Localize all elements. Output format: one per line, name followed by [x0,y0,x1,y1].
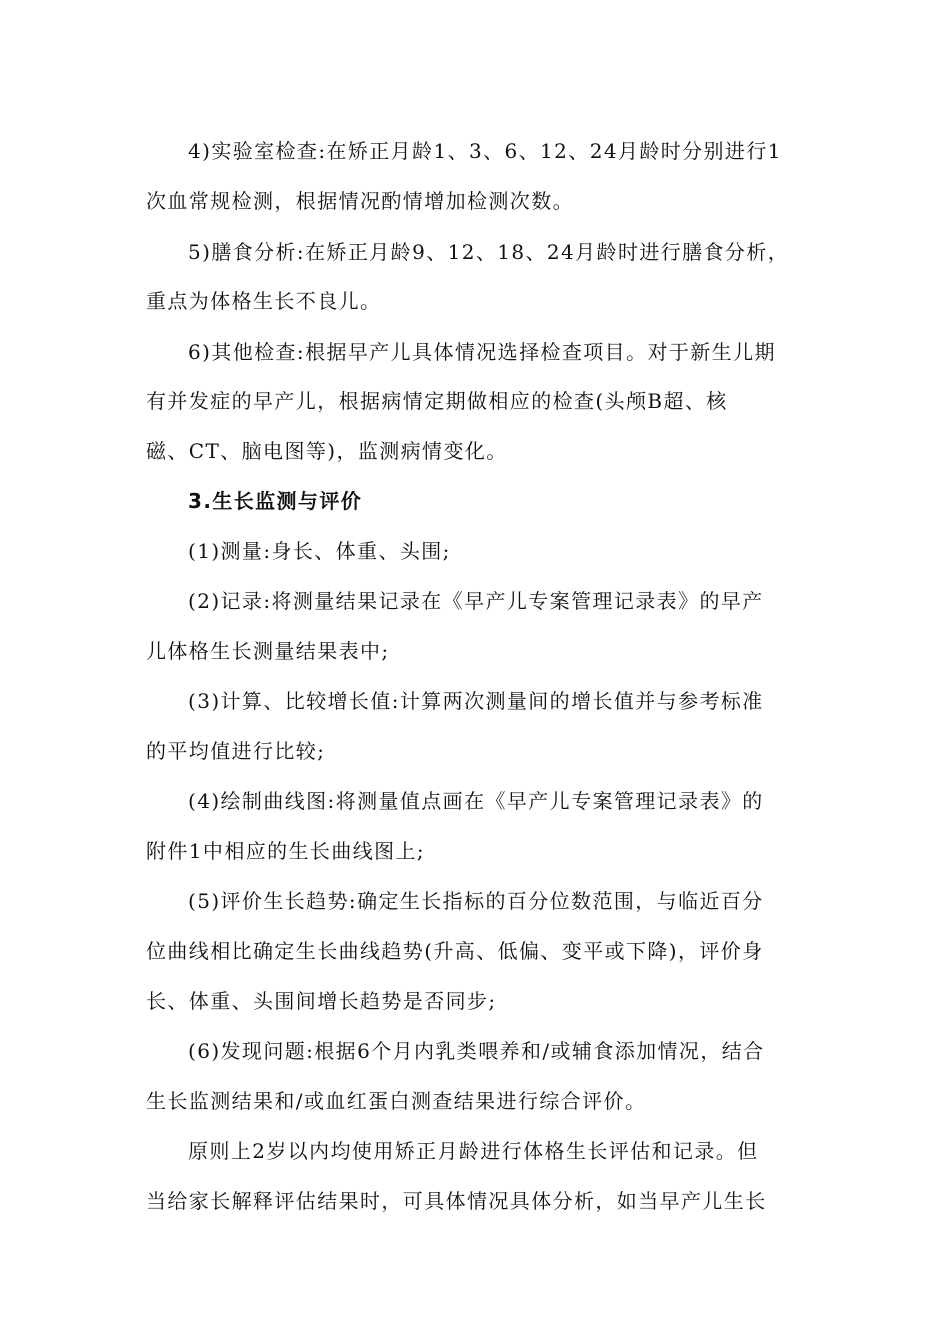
text-line: 重点为体格生长不良儿。 [146,289,382,313]
text-line: 儿体格生长测量结果表中; [146,639,390,663]
text-line: 磁、CT、脑电图等)，监测病情变化。 [146,439,508,463]
text-line: 5)膳食分析:在矫正月龄9、12、18、24月龄时进行膳食分析， [188,240,790,264]
text-line: 生长监测结果和/或血红蛋白测查结果进行综合评价。 [146,1089,647,1113]
text-line: (6)发现问题:根据6个月内乳类喂养和/或辅食添加情况，结合 [188,1039,765,1063]
text-line: 当给家长解释评估结果时，可具体情况具体分析，如当早产儿生长 [146,1189,767,1213]
text-line: 4)实验室检查:在矫正月龄1、3、6、12、24月龄时分别进行1 [188,139,782,163]
text-line: 长、体重、头围间增长趋势是否同步; [146,989,497,1013]
text-line: 的平均值进行比较; [146,739,326,763]
text-line: 附件1中相应的生长曲线图上; [146,839,426,863]
text-line: 原则上2岁以内均使用矫正月龄进行体格生长评估和记录。但 [188,1139,759,1163]
text-line: 6)其他检查:根据早产儿具体情况选择检查项目。对于新生儿期 [188,340,776,364]
section-heading: 3.生长监测与评价 [188,489,363,513]
text-line: 有并发症的早产儿，根据病情定期做相应的检查(头颅B超、核 [146,389,728,413]
text-line: 次血常规检测，根据情况酌情增加检测次数。 [146,189,574,213]
text-line: (3)计算、比较增长值:计算两次测量间的增长值并与参考标准 [188,689,764,713]
text-line: (1)测量:身长、体重、头围; [188,539,451,563]
text-line: (2)记录:将测量结果记录在《早产儿专案管理记录表》的早产 [188,589,764,613]
text-line: 位曲线相比确定生长曲线趋势(升高、低偏、变平或下降)，评价身 [146,939,764,963]
text-line: (5)评价生长趋势:确定生长指标的百分位数范围，与临近百分 [188,889,764,913]
text-line: (4)绘制曲线图:将测量值点画在《早产儿专案管理记录表》的 [188,789,764,813]
